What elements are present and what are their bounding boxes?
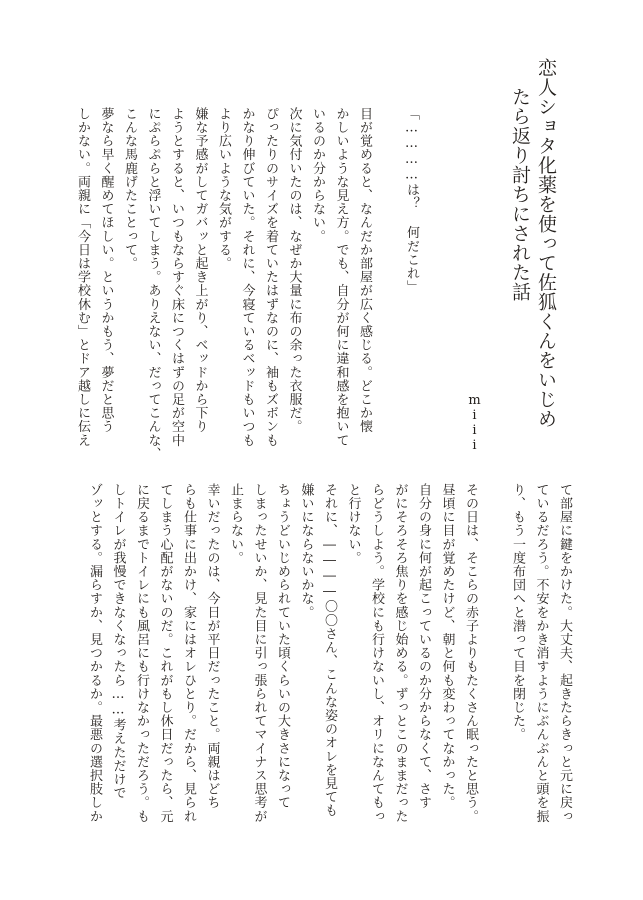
text-column: より広いような気がする。	[216, 107, 231, 271]
text-column: しトイレが我慢できなくなったら……考えただけで	[110, 483, 126, 800]
text-column: にぷらぷらと浮いてしまう。ありえない、だってこんな、	[145, 107, 161, 461]
text-column: らどうしよう。学校にも行けないし、オリになんてもっ	[369, 483, 384, 823]
title-line-1: 恋人ショタ化薬を使って佐狐くんをいじめ	[535, 58, 557, 429]
text-column: ちょうどいじめられていた頃くらいの大きさになって	[275, 483, 290, 810]
text-column: て部屋に鍵をかけた。大丈夫、起きたらきっと元に戻っ	[557, 483, 572, 823]
text-column: ようとすると、いつもならすぐ床につくはずの足が空中	[169, 107, 184, 447]
text-column: と行けない。	[345, 483, 361, 565]
text-column: 昼頃に目が覚めたけど、朝と何も変わってなかった。	[439, 483, 455, 810]
text-column: 止まらない。	[228, 483, 243, 565]
text-column: それに、――――〇〇さん、こんな姿のオレを見ても	[322, 483, 337, 818]
text-column: 嫌いにならないかな。	[298, 483, 314, 619]
text-column: らも仕事に出かけ、家にはオレひとり。だから、見られ	[181, 483, 196, 823]
text-column: に戻るまでトイレにも風呂にも行けなかっただろう。も	[134, 483, 149, 823]
text-column: しまったせいか、見た目に引っ張られてマイナス思考が	[251, 483, 267, 823]
text-column: がにそろそろ焦りを感じ始める。ずっとこのままだった	[392, 483, 408, 823]
text-column: かしいような見え方。でも、自分が何に違和感を抱いて	[333, 107, 349, 447]
text-column: ぴったりのサイズを着ていたはずなのに、袖もズボンも	[263, 107, 278, 447]
text-column: かなり伸びていた。それに、今寝ているベッドもいつも	[239, 107, 255, 447]
text-column: てしまう心配がないのだ。これがもし休日だったら、元	[157, 483, 173, 823]
text-column: いるのか分からない。	[310, 107, 325, 243]
text-column: ているだろう。不安をかき消すようにぶんぶんと頭を振	[533, 483, 549, 823]
text-column: 自分の身に何が起こっているのか分からなくて、さす	[416, 483, 431, 810]
text-column: 次に気付いたのは、なぜか大量に布の余った衣服だ。	[286, 107, 302, 434]
text-column: 「…………は？ 何だこれ」	[404, 107, 419, 294]
title-line-2: たら返り討ちにされた話	[509, 87, 531, 302]
text-column: こんな馬鹿げたことって。	[122, 107, 137, 271]
text-column: ゾッとする。漏らすか、見つかるか。最悪の選択肢しか	[87, 483, 102, 823]
text-column: 目が覚めると、なんだか部屋が広く感じる。どこか懐	[357, 107, 372, 434]
author-name: miii	[467, 393, 482, 453]
text-column: り、もう一度布団へと潜って目を閉じた。	[510, 483, 525, 742]
text-column: 夢なら早く醒めてほしい。というかもう、夢だと思う	[98, 107, 114, 434]
text-column: 幸いだったのは、今日が平日だったこと。両親はどち	[204, 483, 220, 810]
text-column: その日は、そこらの赤子よりもたくさん眠ったと思う。	[463, 483, 478, 823]
text-column: しかない。両親に「今日は学校休む」とドア越しに伝え	[75, 107, 90, 447]
text-column: 嫌な予感がしてガバッと起き上がり、ベッドから下り	[192, 107, 208, 434]
